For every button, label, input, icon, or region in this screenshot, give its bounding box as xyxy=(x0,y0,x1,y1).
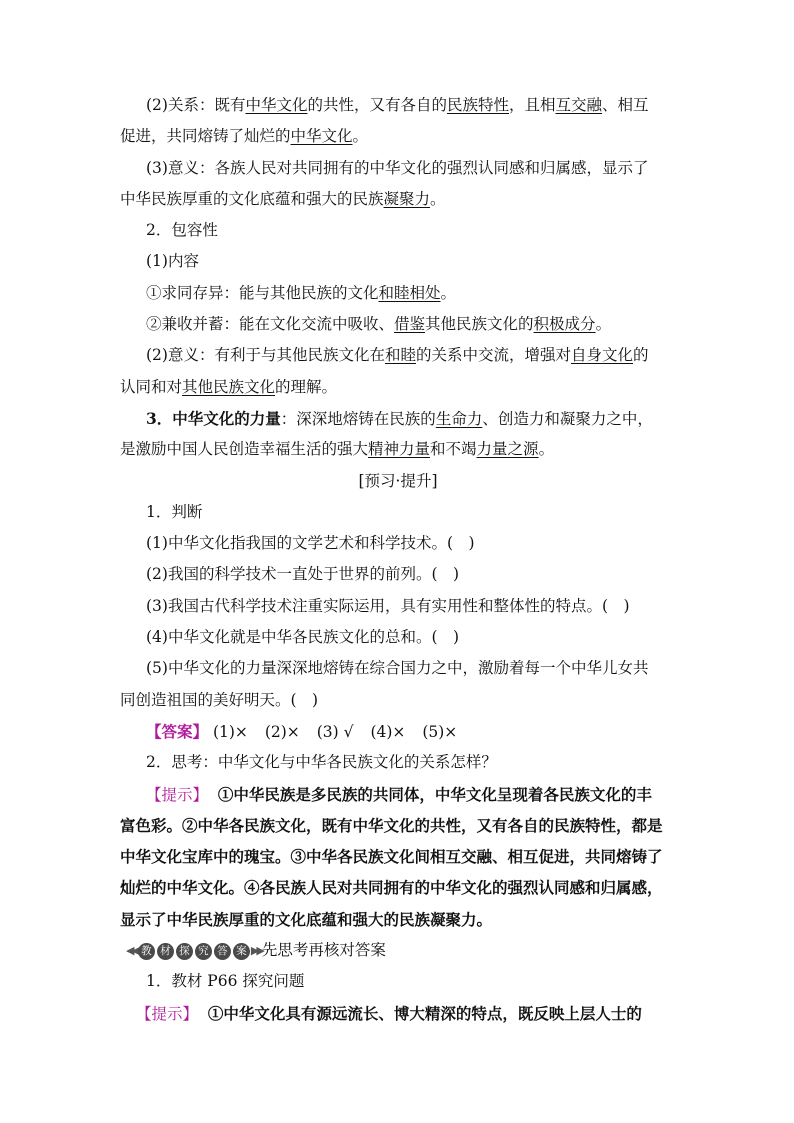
content-item-2: ②兼收并蓄：能在文化交流中吸收、借鉴其他民族文化的积极成分。 xyxy=(146,315,612,334)
badge-char-2: 材 xyxy=(157,943,174,960)
significance-line-1: (3)意义：各族人民对共同拥有的中华文化的强烈认同感和归属感，显示了 xyxy=(146,158,649,177)
judge-question-1: (1)中华文化指我国的文学艺术和科学技术。( ) xyxy=(146,534,475,553)
judge-question-4: (4)中华文化就是中华各民族文化的总和。( ) xyxy=(146,628,460,647)
blank-spiritual-power: 精神力量 xyxy=(368,440,431,459)
answer-3: (3) √ xyxy=(316,722,354,741)
answer-5: (5)× xyxy=(422,722,458,741)
blank-mutual-blend: 互交融 xyxy=(555,96,603,114)
preview-title: [预习·提升] xyxy=(358,471,438,490)
textbook-answer-strip xyxy=(120,935,676,966)
badge-char-3: 探 xyxy=(176,943,193,960)
judge-question-5b: 同创造祖国的美好明天。( ) xyxy=(120,690,319,709)
blank-other-cultures: 其他民族文化 xyxy=(182,377,276,396)
judge-heading: 1．判断 xyxy=(146,502,203,521)
textbook-badge-strip xyxy=(126,935,262,966)
textbook-hint-line-1: 【提示】 ①中华文化具有源远流长、博大精深的特点，既反映上层人士的 xyxy=(136,1003,642,1023)
badge-char-5: 答 xyxy=(214,943,231,960)
badge-char-4: 究 xyxy=(195,943,212,960)
hint-line-5: 显示了中华民族厚重的文化底蕴和强大的民族凝聚力。 xyxy=(120,909,493,929)
judge-question-5a: (5)中华文化的力量深深地熔铸在综合国力之中，激励着每一个中华儿女共 xyxy=(146,659,649,678)
blank-positive-elements: 积极成分 xyxy=(533,315,596,334)
badge-char-6: 案 xyxy=(233,943,250,960)
blank-own-culture: 自身文化 xyxy=(571,346,634,365)
relation-line-1: (2)关系：既有中华文化的共性，又有各自的民族特性，且相互交融、相互 xyxy=(146,96,649,114)
answer-tag: 【答案】 xyxy=(146,721,209,741)
inclusiveness-meaning-2: 认同和对其他民族文化的理解。 xyxy=(120,377,338,396)
answer-2: (2)× xyxy=(264,722,300,741)
blank-harmony: 和睦相处 xyxy=(378,283,441,302)
judge-question-2: (2)我国的科学技术一直处于世界的前列。( ) xyxy=(146,565,460,584)
textbook-question-heading: 1．教材 P66 探究问题 xyxy=(146,972,305,991)
content-item-1: ①求同存异：能与其他民族的文化和睦相处。 xyxy=(146,283,457,302)
power-line-1: 3．中华文化的力量：深深地熔铸在民族的生命力、创造力和凝聚力之中， xyxy=(146,408,653,428)
answer-line xyxy=(120,716,676,747)
blank-chinese-culture-2: 中华文化 xyxy=(290,127,353,146)
double-chevron-left-icon: ◀◀ xyxy=(126,944,137,958)
hint-line-1: 【提示】 ①中华民族是多民族的共同体，中华文化呈现着各民族文化的丰 xyxy=(146,784,652,804)
content-subheading: (1)内容 xyxy=(146,252,199,271)
hint-line-4: 灿烂的中华文化。④各民族人民对共同拥有的中华文化的强烈认同感和归属感， xyxy=(120,878,663,898)
blank-vitality: 生命力 xyxy=(435,409,483,428)
textbook-hint-tag: 【提示】 xyxy=(136,1004,199,1023)
blank-chinese-culture: 中华文化 xyxy=(245,96,308,114)
hint-line-2: 富色彩。②中华各民族文化，既有中华文化的共性，又有各自的民族特性，都是 xyxy=(120,815,663,835)
document-page xyxy=(120,90,676,1029)
answer-1: (1)× xyxy=(212,722,248,741)
inclusiveness-meaning-1: (2)意义：有利于与其他民族文化在和睦的关系中交流，增强对自身文化的 xyxy=(146,346,649,365)
power-line-2: 是激励中国人民创造幸福生活的强大精神力量和不竭力量之源。 xyxy=(120,440,555,459)
think-heading: 2．思考：中华文化与中华各民族文化的关系怎样？ xyxy=(146,753,497,772)
inclusiveness-heading: 2．包容性 xyxy=(146,221,218,240)
blank-harmonious: 和睦 xyxy=(384,346,416,365)
double-chevron-right-icon: ▶▶ xyxy=(250,944,262,958)
badge-char-1: 教 xyxy=(138,943,155,960)
strip-caption: 先思考再核对答案 xyxy=(261,941,386,960)
blank-borrow: 借鉴 xyxy=(394,315,426,334)
hint-tag: 【提示】 xyxy=(146,785,209,804)
answer-4: (4)× xyxy=(370,722,406,741)
significance-line-2: 中华民族厚重的文化底蕴和强大的民族凝聚力。 xyxy=(120,189,446,208)
hint-line-3: 中华文化宝库中的瑰宝。③中华各民族文化间相互交融、相互促进，共同熔铸了 xyxy=(120,847,663,867)
blank-cohesion: 凝聚力 xyxy=(383,189,431,208)
relation-line-2: 促进，共同熔铸了灿烂的中华文化。 xyxy=(120,127,369,146)
power-heading: 3．中华文化的力量 xyxy=(146,408,281,428)
judge-question-3: (3)我国古代科学技术注重实际运用，具有实用性和整体性的特点。( ) xyxy=(146,596,630,615)
blank-ethnic-features: 民族特性 xyxy=(447,96,510,114)
blank-power-source: 力量之源 xyxy=(476,440,539,459)
